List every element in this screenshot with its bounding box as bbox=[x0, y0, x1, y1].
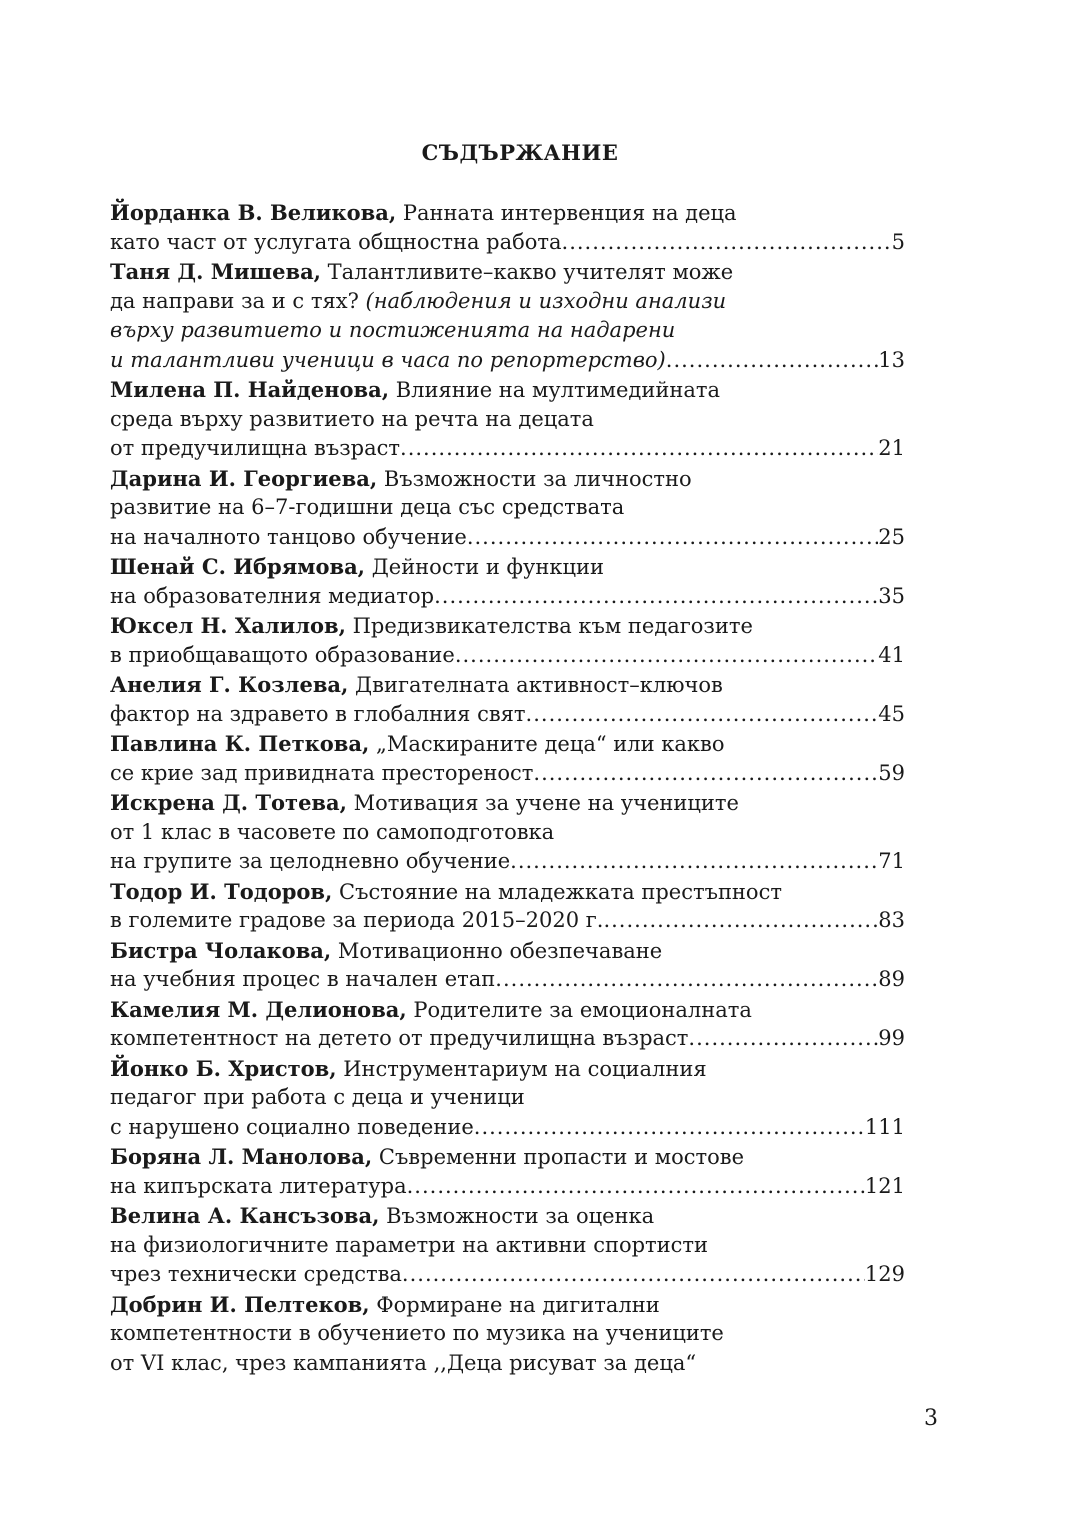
toc-page-number: 21 bbox=[878, 436, 905, 460]
toc-author: Велина А. Кансъзова, bbox=[110, 1203, 380, 1228]
toc-title-line: се крие зад привидната престореност bbox=[110, 760, 534, 785]
toc-entry[interactable] bbox=[110, 1054, 905, 1143]
toc-author: Милена П. Найденова, bbox=[110, 377, 389, 402]
toc-title-line: като част от услугата общностна работа bbox=[110, 229, 562, 254]
dot-leader bbox=[467, 523, 878, 553]
toc-title: Инструментариум на социалния bbox=[343, 1056, 707, 1081]
toc-entry[interactable] bbox=[110, 198, 905, 257]
toc-page-number: 129 bbox=[864, 1262, 905, 1286]
table-of-contents bbox=[110, 198, 905, 1378]
toc-title-line: на учебния процес в начален етап bbox=[110, 967, 496, 991]
dot-leader bbox=[402, 1260, 865, 1290]
dot-leader bbox=[688, 1024, 878, 1054]
toc-entry[interactable] bbox=[110, 1290, 905, 1379]
toc-title: Мотивация за учене на учениците bbox=[353, 791, 739, 815]
toc-title-line: на групите за целодневно обучение bbox=[110, 849, 511, 873]
toc-title-line: на началното танцово обучение bbox=[110, 524, 467, 549]
toc-entry[interactable] bbox=[110, 936, 905, 995]
toc-author: Добрин И. Пелтеков, bbox=[110, 1291, 370, 1317]
toc-entry[interactable] bbox=[110, 1201, 905, 1290]
dot-leader bbox=[407, 1172, 865, 1202]
toc-subtitle: (наблюдения и изходни анализи bbox=[365, 288, 727, 313]
dot-leader bbox=[400, 434, 878, 464]
toc-title-line: педагог при работа с деца и ученици bbox=[110, 1085, 525, 1109]
toc-title: Дейности и функции bbox=[371, 555, 604, 579]
toc-entry[interactable] bbox=[110, 670, 905, 729]
toc-author: Йонко Б. Христов, bbox=[110, 1055, 337, 1081]
toc-title-line: от 1 клас в часовете по самоподготовка bbox=[110, 819, 555, 844]
toc-author: Юксел Н. Халилов, bbox=[110, 613, 346, 638]
toc-page-number: 35 bbox=[878, 583, 905, 608]
toc-author: Искрена Д. Тотева, bbox=[110, 790, 347, 815]
toc-title: Формиране на дигитални bbox=[376, 1292, 660, 1317]
toc-subtitle: върху развитието и постиженията на надарени bbox=[110, 318, 676, 342]
toc-page-number: 41 bbox=[878, 642, 905, 667]
toc-page-number: 13 bbox=[878, 347, 905, 372]
toc-title-line: да направи за и с тях? bbox=[110, 288, 359, 313]
toc-title-line: среда върху развитието на речта на децата bbox=[110, 406, 594, 431]
toc-author: Йорданка В. Великова, bbox=[110, 200, 397, 225]
toc-title-line: компетентности в обучението по музика на учениците bbox=[110, 1321, 724, 1345]
toc-title-line: в приобщаващото образование bbox=[110, 642, 455, 667]
toc-author: Камелия М. Делионова, bbox=[110, 996, 407, 1022]
toc-page-number: 71 bbox=[878, 849, 905, 873]
toc-title-line: от VI клас, чрез кампанията ,,Деца рисуват за деца“ bbox=[110, 1350, 697, 1375]
toc-title-line: на образователния медиатор bbox=[110, 583, 435, 608]
toc-page-number: 83 bbox=[878, 908, 905, 932]
page-number: 3 bbox=[924, 1406, 938, 1431]
toc-title: Мотивационно обезпечаване bbox=[337, 938, 663, 963]
toc-title: „Маскираните деца“ или какво bbox=[376, 732, 725, 756]
toc-entry[interactable] bbox=[110, 375, 905, 464]
toc-title-line: фактор на здравето в глобалния свят bbox=[110, 701, 526, 726]
toc-title: Двигателната активност–ключов bbox=[355, 673, 723, 697]
toc-title-line: чрез технически средства bbox=[110, 1262, 402, 1286]
toc-title: Родителите за емоционалната bbox=[413, 997, 752, 1022]
toc-author: Павлина К. Петкова, bbox=[110, 731, 370, 756]
toc-page-number: 25 bbox=[878, 524, 905, 549]
toc-title-line: развитие на 6–7-годишни деца със средствата bbox=[110, 495, 625, 519]
toc-page-number: 59 bbox=[878, 760, 905, 785]
dot-leader bbox=[455, 641, 878, 671]
toc-title: Възможности за личностно bbox=[383, 466, 692, 491]
toc-title-line: на кипърската литература bbox=[110, 1173, 407, 1198]
toc-author: Дарина И. Георгиева, bbox=[110, 465, 378, 491]
dot-leader bbox=[474, 1113, 865, 1143]
toc-entry[interactable] bbox=[110, 1142, 905, 1201]
dot-leader bbox=[533, 759, 878, 789]
toc-entry[interactable] bbox=[110, 464, 905, 553]
dot-leader bbox=[434, 582, 878, 612]
toc-title: Предизвикателства към педагозите bbox=[352, 614, 753, 638]
dot-leader bbox=[495, 965, 878, 995]
toc-title: Талантливите–какво учителят може bbox=[327, 260, 734, 284]
toc-title: Състояние на младежката престъпност bbox=[339, 879, 782, 904]
dot-leader bbox=[510, 847, 878, 877]
toc-page-number: 111 bbox=[864, 1114, 905, 1139]
dot-leader bbox=[562, 228, 892, 258]
toc-title-line: с нарушено социално поведение bbox=[110, 1114, 474, 1139]
toc-entry[interactable] bbox=[110, 995, 905, 1054]
toc-title-line: от предучилищна възраст bbox=[110, 436, 401, 460]
dot-leader bbox=[666, 346, 879, 376]
toc-title-line: компетентност на детето от предучилищна възраст bbox=[110, 1026, 689, 1050]
toc-entry[interactable] bbox=[110, 788, 905, 877]
dot-leader bbox=[526, 700, 879, 730]
dot-leader bbox=[603, 906, 878, 936]
toc-title: Влияние на мултимедийната bbox=[395, 378, 720, 402]
toc-page-number: 121 bbox=[864, 1173, 905, 1198]
toc-page-number: 45 bbox=[878, 701, 905, 726]
toc-title: Ранната интервенция на деца bbox=[402, 201, 737, 225]
page-title: СЪДЪРЖАНИЕ bbox=[421, 140, 619, 165]
toc-author: Бистра Чолакова, bbox=[110, 937, 332, 963]
toc-title-line: в големите градове за периода 2015–2020 г. bbox=[110, 908, 604, 932]
toc-author: Шенай С. Ибрямова, bbox=[110, 554, 365, 579]
toc-title: Възможности за оценка bbox=[386, 1204, 655, 1228]
toc-page-number: 5 bbox=[891, 229, 905, 254]
toc-entry[interactable] bbox=[110, 729, 905, 788]
toc-author: Боряна Л. Манолова, bbox=[110, 1144, 373, 1169]
toc-author: Таня Д. Мишева, bbox=[110, 259, 321, 284]
toc-entry[interactable] bbox=[110, 257, 905, 375]
toc-subtitle: и талантливи ученици в часа по репортерство) bbox=[110, 347, 666, 372]
toc-author: Тодор И. Тодоров, bbox=[110, 878, 333, 904]
toc-page-number: 89 bbox=[878, 967, 905, 991]
toc-title-line: на физиологичните параметри на активни спортисти bbox=[110, 1232, 709, 1257]
toc-entry[interactable] bbox=[110, 552, 905, 611]
toc-entry[interactable] bbox=[110, 877, 905, 936]
toc-entry[interactable] bbox=[110, 611, 905, 670]
toc-page-number: 99 bbox=[878, 1026, 905, 1050]
toc-author: Анелия Г. Козлева, bbox=[110, 672, 349, 697]
toc-title: Съвременни пропасти и мостове bbox=[378, 1145, 744, 1169]
